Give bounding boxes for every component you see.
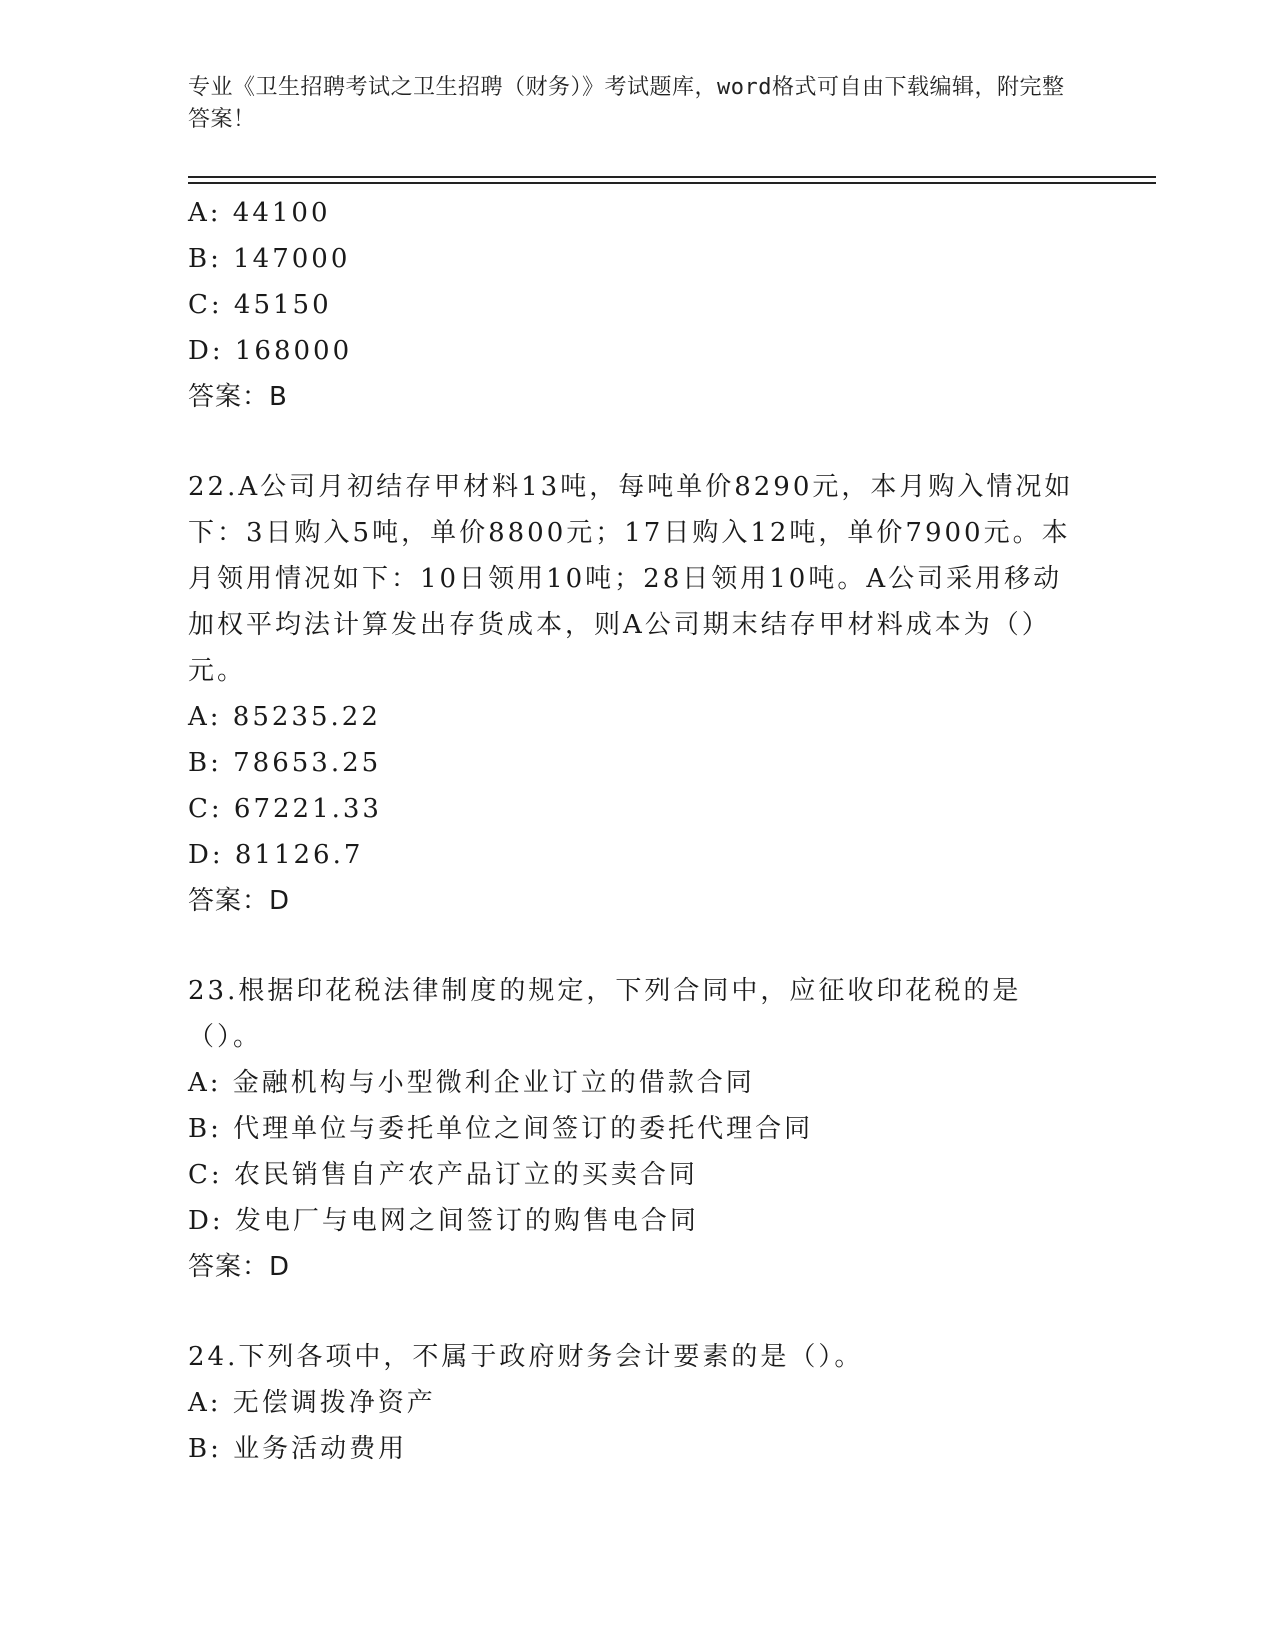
answer-label: 答案：D (188, 1252, 291, 1282)
question-stem: 23.根据印花税法律制度的规定，下列合同中，应征收印花税的是（）。 (188, 976, 1022, 1052)
document-header: 专业《卫生招聘考试之卫生招聘（财务）》考试题库，word格式可自由下载编辑，附完整答案！ (188, 75, 1065, 132)
question-block-21 (188, 190, 1088, 420)
option-a: A: 金融机构与小型微利企业订立的借款合同 (188, 1068, 755, 1098)
header-rule-top (188, 176, 1156, 178)
option-d: D: 81126.7 (188, 840, 364, 870)
option-a: A: 无偿调拨净资产 (188, 1388, 436, 1418)
question-stem: 24.下列各项中，不属于政府财务会计要素的是（）。 (188, 1342, 864, 1372)
option-b: B: 78653.25 (188, 748, 382, 778)
option-a: A: 44100 (188, 198, 331, 228)
option-b: B: 代理单位与委托单位之间签订的委托代理合同 (188, 1114, 814, 1144)
question-block-22 (188, 464, 1088, 924)
answer-label: 答案：B (188, 382, 288, 412)
question-list (188, 190, 1088, 1472)
question-block-23 (188, 968, 1088, 1290)
option-c: C: 45150 (188, 290, 332, 320)
option-a: A: 85235.22 (188, 702, 381, 732)
question-stem: 22.A公司月初结存甲材料13吨，每吨单价8290元，本月购入情况如下：3日购入5吨，单价8800元；17日购入12吨，单价7900元。本月领用情况如下：10日领用10吨；28日领用10吨。A公司采用移动加权平均法计算发出存货成本，则A公司期末结存甲材料成本为（）元。 (188, 472, 1074, 686)
option-c: C: 农民销售自产农产品订立的买卖合同 (188, 1160, 698, 1190)
option-d: D: 发电厂与电网之间签订的购售电合同 (188, 1206, 699, 1236)
answer-label: 答案：D (188, 886, 291, 916)
option-b: B: 147000 (188, 244, 351, 274)
option-c: C: 67221.33 (188, 794, 382, 824)
question-block-24 (188, 1334, 1088, 1472)
option-b: B: 业务活动费用 (188, 1434, 408, 1464)
option-d: D: 168000 (188, 336, 353, 366)
header-rule-bottom (188, 182, 1156, 184)
